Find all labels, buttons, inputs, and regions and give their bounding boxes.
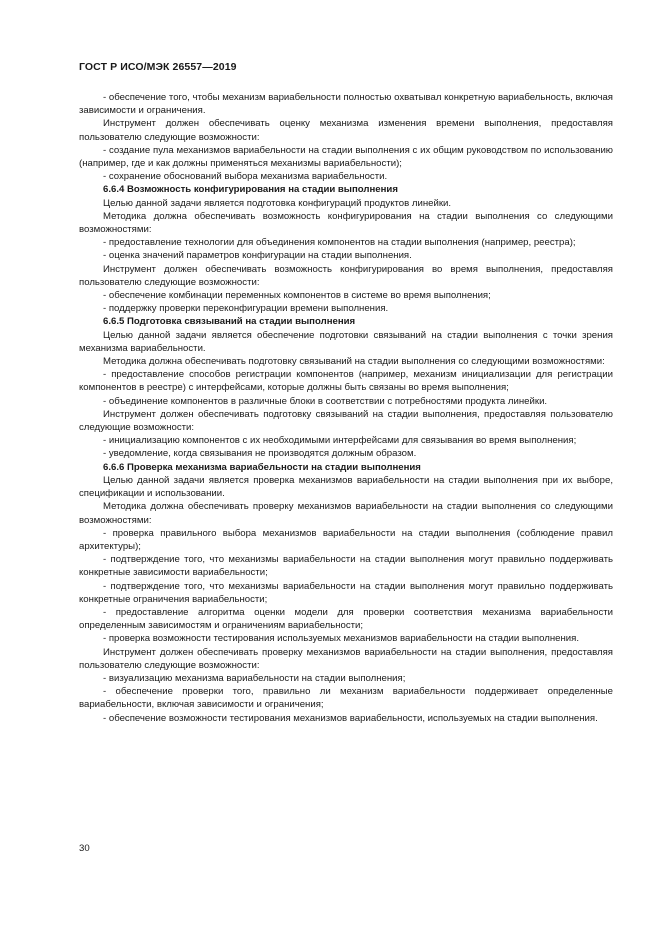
paragraph: Инструмент должен обеспечивать возможность конфигурирования во время выполнения, предоставляя пользователю следующие возможности: — [79, 263, 613, 288]
document-body — [79, 91, 613, 725]
paragraph: - объединение компонентов в различные блоки в соответствии с потребностями продукта линейки. — [103, 395, 548, 407]
paragraph: - обеспечение возможности тестирования механизмов вариабельности, используемых на стадии выполнения. — [103, 712, 598, 724]
paragraph: - обеспечение проверки того, правильно ли механизм вариабельности поддерживает определенные вариабельности, включая зависимости и ограничения; — [79, 686, 613, 711]
paragraph: - сохранение обоснований выбора механизма вариабельности. — [103, 171, 388, 183]
paragraph: - обеспечение комбинации переменных компонентов в системе во время выполнения; — [103, 290, 491, 302]
paragraph: - поддержку проверки переконфигурации времени выполнения. — [103, 303, 389, 315]
section-heading: 6.6.6 Проверка механизма вариабельности на стадии выполнения — [103, 461, 421, 473]
paragraph: Инструмент должен обеспечивать проверку механизмов вариабельности на стадии выполнения, предоставляя пользователю следующие возможности: — [79, 646, 613, 671]
paragraph: - предоставление способов регистрации компонентов (например, механизм инициализации для регистрации компонентов в реестре) с интерфейсами, которые должны быть связаны во время выполнения; — [79, 369, 613, 394]
paragraph: Целью данной задачи является подготовка конфигураций продуктов линейки. — [103, 197, 452, 209]
paragraph: Целью данной задачи является обеспечение подготовки связываний на стадии выполнения с точки зрения механизма вариабельности. — [79, 329, 613, 354]
paragraph: Методика должна обеспечивать проверку механизмов вариабельности на стадии выполнения со следующими возможностями: — [79, 501, 613, 526]
section-heading: 6.6.5 Подготовка связываний на стадии выполнения — [103, 316, 356, 328]
paragraph: - обеспечение того, чтобы механизм вариабельности полностью охватывал конкретную вариабельность, включая зависимости и ограничения. — [79, 92, 613, 117]
page-number: 30 — [79, 843, 90, 854]
paragraph: - предоставление технологии для объединения компонентов на стадии выполнения (например, реестра); — [103, 237, 576, 249]
section-heading: 6.6.4 Возможность конфигурирования на стадии выполнения — [103, 184, 398, 196]
paragraph: - проверка правильного выбора механизмов вариабельности на стадии выполнения (соблюдение правил архитектуры); — [79, 527, 613, 552]
paragraph: - проверка возможности тестирования используемых механизмов вариабельности на стадии выполнения. — [103, 633, 579, 645]
paragraph: Инструмент должен обеспечивать оценку механизма изменения времени выполнения, предоставляя пользователю следующие возможности: — [79, 118, 613, 143]
paragraph: - визуализацию механизма вариабельности на стадии выполнения; — [103, 672, 406, 684]
document-header: ГОСТ Р ИСО/МЭК 26557—2019 — [79, 61, 237, 73]
paragraph: - подтверждение того, что механизмы вариабельности на стадии выполнения могут правильно поддерживать конкретные ограничения вариабельности; — [79, 580, 613, 605]
paragraph: - уведомление, когда связывания не производятся должным образом. — [103, 448, 417, 460]
paragraph: Инструмент должен обеспечивать подготовку связываний на стадии выполнения, предоставляя пользователю следующие возможности: — [79, 408, 613, 434]
paragraph: - создание пула механизмов вариабельности на стадии выполнения с их общим руководством по использованию (например, где и как должны применяться механизмы вариабельности); — [79, 144, 613, 170]
paragraph: Методика должна обеспечивать подготовку связываний на стадии выполнения со следующими возможностями: — [103, 356, 605, 368]
paragraph: - оценка значений параметров конфигурации на стадии выполнения. — [103, 250, 412, 262]
paragraph: Методика должна обеспечивать возможность конфигурирования на стадии выполнения со следующими возможностями: — [79, 210, 613, 236]
paragraph: Целью данной задачи является проверка механизмов вариабельности на стадии выполнения при их выборе, спецификации и использовании. — [79, 474, 613, 500]
paragraph: - подтверждение того, что механизмы вариабельности на стадии выполнения могут правильно поддерживать конкретные зависимости вариабельности; — [79, 554, 613, 579]
paragraph: - предоставление алгоритма оценки модели для проверки соответствия механизма вариабельности определенным зависимостям и ограничениям вариабельности; — [79, 606, 613, 632]
paragraph: - инициализацию компонентов с их необходимыми интерфейсами для связывания во время выполнения; — [103, 435, 577, 447]
